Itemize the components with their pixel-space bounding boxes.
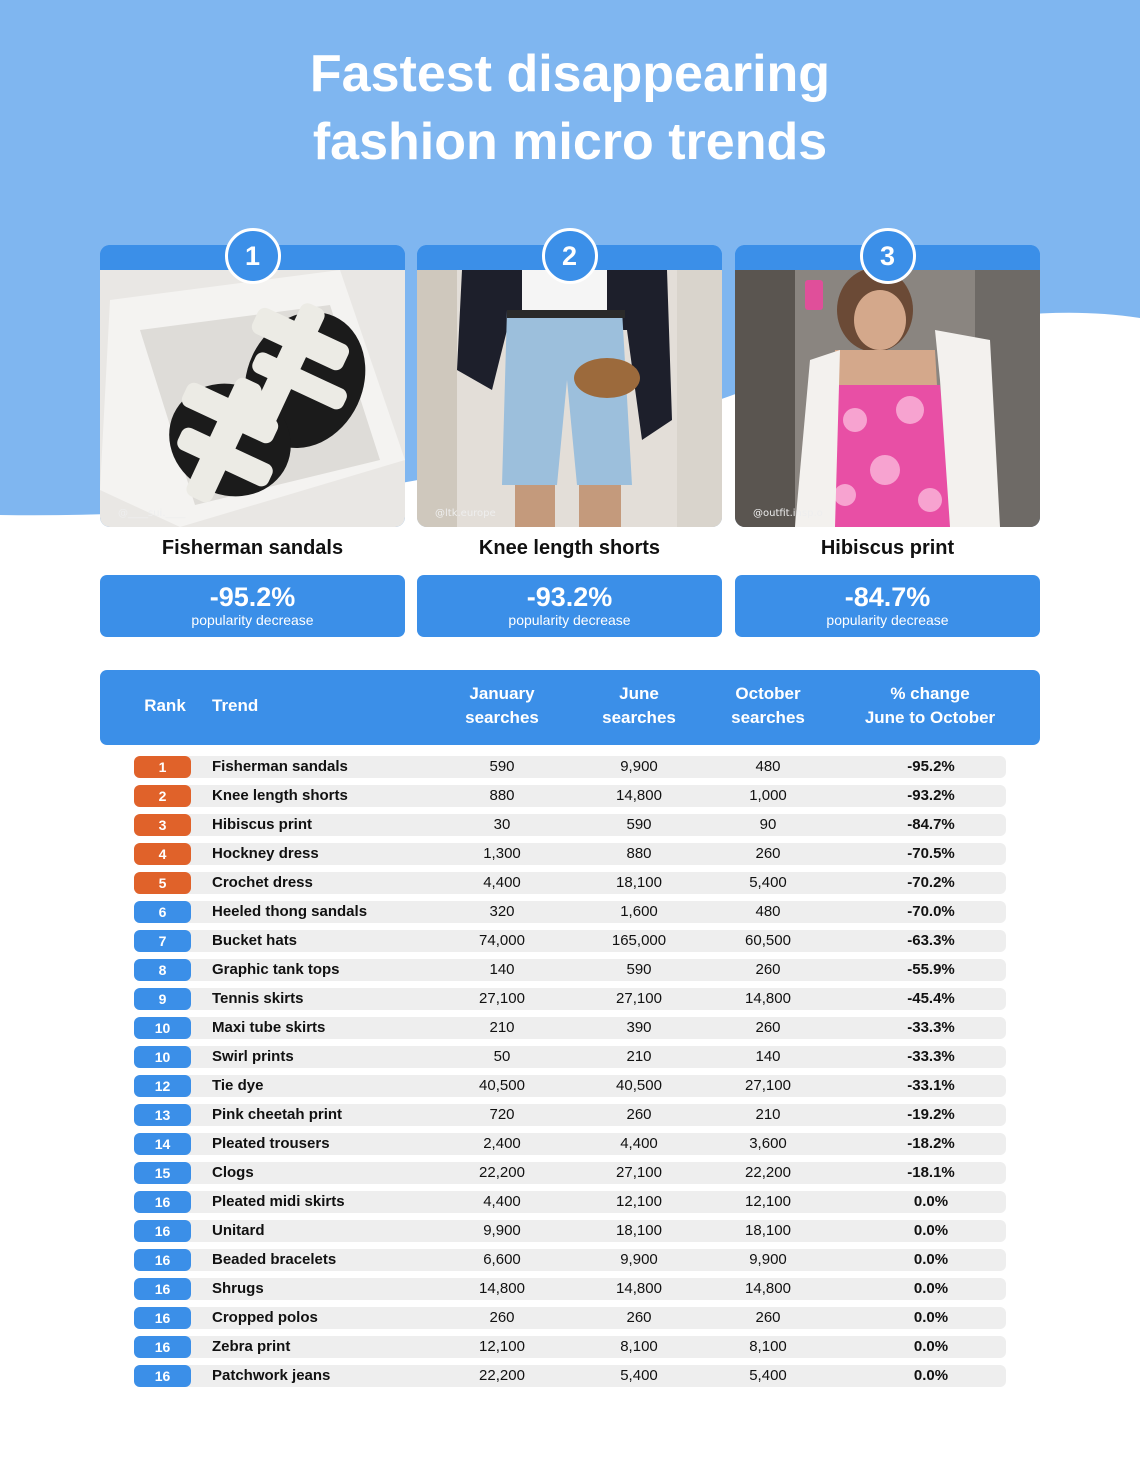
trend-name: Hibiscus print bbox=[820, 537, 955, 559]
table-row bbox=[134, 1104, 1006, 1126]
june-searches-cell: 14,800 bbox=[616, 787, 662, 804]
trend-name-cell: Unitard bbox=[212, 1222, 265, 1239]
january-searches-cell: 74,000 bbox=[479, 932, 525, 949]
trend-name-cell: Knee length shorts bbox=[212, 787, 348, 804]
trend-name-cell: Pleated midi skirts bbox=[212, 1193, 345, 1210]
percent-change-cell: -33.3% bbox=[907, 1019, 955, 1036]
percent-change-cell: -70.2% bbox=[907, 874, 955, 891]
rank-badge: 16 bbox=[134, 1365, 191, 1387]
january-searches-cell: 2,400 bbox=[483, 1135, 521, 1152]
rank-badge: 16 bbox=[134, 1191, 191, 1213]
percent-change-cell: 0.0% bbox=[913, 1222, 949, 1239]
trend-name-cell: Hockney dress bbox=[212, 845, 319, 862]
october-searches-cell: 5,400 bbox=[749, 1367, 787, 1384]
table-row bbox=[134, 1365, 1006, 1387]
percent-change-cell: -84.7% bbox=[907, 816, 955, 833]
trend-name: Fisherman sandals bbox=[161, 537, 344, 559]
trend-card-1 bbox=[100, 241, 405, 637]
title-line-2: fashion micro trends bbox=[312, 113, 828, 171]
june-searches-cell: 18,100 bbox=[616, 874, 662, 891]
trend-name-cell: Bucket hats bbox=[212, 932, 298, 949]
january-searches-cell: 9,900 bbox=[483, 1222, 521, 1239]
percent-change-cell: -33.3% bbox=[907, 1048, 955, 1065]
header-january: January searches bbox=[465, 684, 539, 727]
rank-badge: 13 bbox=[134, 1104, 191, 1126]
rank-badge: 3 bbox=[134, 814, 191, 836]
october-searches-cell: 260 bbox=[755, 1309, 781, 1326]
january-searches-cell: 260 bbox=[489, 1309, 515, 1326]
percent-change-cell: -55.9% bbox=[907, 961, 955, 978]
january-searches-cell: 14,800 bbox=[479, 1280, 525, 1297]
percent-change-cell: -70.0% bbox=[907, 903, 955, 920]
rank-badge: 10 bbox=[134, 1046, 191, 1068]
page-title bbox=[0, 40, 1140, 176]
june-searches-cell: 1,600 bbox=[620, 903, 658, 920]
june-searches-cell: 880 bbox=[626, 845, 652, 862]
rank-badge: 10 bbox=[134, 1017, 191, 1039]
table-row bbox=[134, 872, 1006, 894]
june-searches-cell: 590 bbox=[626, 816, 652, 833]
trend-name-cell: Fisherman sandals bbox=[212, 758, 348, 775]
january-searches-cell: 22,200 bbox=[479, 1164, 525, 1181]
table-row bbox=[134, 930, 1006, 952]
percent-change-cell: 0.0% bbox=[913, 1251, 949, 1268]
october-searches-cell: 14,800 bbox=[745, 1280, 791, 1297]
percent-change-cell: -93.2% bbox=[907, 787, 955, 804]
june-searches-cell: 9,900 bbox=[620, 1251, 658, 1268]
rank-badge: 2 bbox=[134, 785, 191, 807]
change-value: -93.2% bbox=[526, 582, 613, 612]
trend-name-cell: Patchwork jeans bbox=[212, 1367, 331, 1384]
rank-badge: 16 bbox=[134, 1220, 191, 1242]
june-searches-cell: 14,800 bbox=[616, 1280, 662, 1297]
rank-badge: 15 bbox=[134, 1162, 191, 1184]
trend-card-3 bbox=[735, 241, 1040, 637]
photo-credit: @outfit.insp.o bbox=[753, 508, 823, 519]
table-row bbox=[134, 1017, 1006, 1039]
october-searches-cell: 27,100 bbox=[745, 1077, 791, 1094]
october-searches-cell: 14,800 bbox=[745, 990, 791, 1007]
shorts-image bbox=[417, 270, 722, 527]
percent-change-cell: -45.4% bbox=[907, 990, 955, 1007]
rank-badge: 16 bbox=[134, 1249, 191, 1271]
trend-name-cell: Graphic tank tops bbox=[212, 961, 340, 978]
percent-change-cell: -33.1% bbox=[907, 1077, 955, 1094]
october-searches-cell: 5,400 bbox=[749, 874, 787, 891]
rank-badge: 16 bbox=[134, 1307, 191, 1329]
trend-name-cell: Crochet dress bbox=[212, 874, 313, 891]
june-searches-cell: 260 bbox=[626, 1106, 652, 1123]
table-row bbox=[134, 843, 1006, 865]
trend-name-cell: Zebra print bbox=[212, 1338, 291, 1355]
percent-change-cell: 0.0% bbox=[913, 1193, 949, 1210]
header-june: June searches bbox=[602, 684, 676, 727]
table-row bbox=[134, 1046, 1006, 1068]
trend-name-cell: Tie dye bbox=[212, 1077, 264, 1094]
trend-name-cell: Swirl prints bbox=[212, 1048, 294, 1065]
rank-badge: 16 bbox=[134, 1336, 191, 1358]
june-searches-cell: 210 bbox=[626, 1048, 652, 1065]
trend-photo-fisherman-sandals bbox=[100, 245, 405, 527]
table-row bbox=[134, 814, 1006, 836]
header-trend: Trend bbox=[212, 696, 259, 715]
january-searches-cell: 50 bbox=[493, 1048, 511, 1065]
october-searches-cell: 8,100 bbox=[749, 1338, 787, 1355]
trend-photo-hibiscus-print bbox=[735, 245, 1040, 527]
trend-name-cell: Pleated trousers bbox=[212, 1135, 330, 1152]
october-searches-cell: 260 bbox=[755, 845, 781, 862]
january-searches-cell: 4,400 bbox=[483, 874, 521, 891]
trend-name: Knee length shorts bbox=[478, 537, 661, 559]
trend-name-cell: Maxi tube skirts bbox=[212, 1019, 326, 1036]
rank-badge: 8 bbox=[134, 959, 191, 981]
october-searches-cell: 480 bbox=[755, 758, 781, 775]
january-searches-cell: 12,100 bbox=[479, 1338, 525, 1355]
june-searches-cell: 165,000 bbox=[611, 932, 667, 949]
june-searches-cell: 260 bbox=[626, 1309, 652, 1326]
change-value: -84.7% bbox=[844, 582, 931, 612]
table-row bbox=[134, 1336, 1006, 1358]
october-searches-cell: 90 bbox=[759, 816, 777, 833]
january-searches-cell: 6,600 bbox=[483, 1251, 521, 1268]
percent-change-cell: -18.1% bbox=[907, 1164, 955, 1181]
october-searches-cell: 3,600 bbox=[749, 1135, 787, 1152]
table-row bbox=[134, 785, 1006, 807]
january-searches-cell: 22,200 bbox=[479, 1367, 525, 1384]
january-searches-cell: 720 bbox=[489, 1106, 515, 1123]
rank-badge: 6 bbox=[134, 901, 191, 923]
june-searches-cell: 27,100 bbox=[616, 990, 662, 1007]
table-row bbox=[134, 1220, 1006, 1242]
table-row bbox=[134, 756, 1006, 778]
photo-credit: @ltk.europe bbox=[435, 508, 496, 519]
rank-badge: 12 bbox=[134, 1075, 191, 1097]
header-change: % change June to October bbox=[864, 684, 996, 727]
table-row bbox=[134, 1249, 1006, 1271]
trend-name-cell: Beaded bracelets bbox=[212, 1251, 337, 1268]
june-searches-cell: 12,100 bbox=[616, 1193, 662, 1210]
june-searches-cell: 8,100 bbox=[620, 1338, 658, 1355]
october-searches-cell: 22,200 bbox=[745, 1164, 791, 1181]
january-searches-cell: 320 bbox=[489, 903, 515, 920]
october-searches-cell: 18,100 bbox=[745, 1222, 791, 1239]
rank-badge: 7 bbox=[134, 930, 191, 952]
rank-badge: 2 bbox=[542, 228, 598, 284]
percent-change-cell: 0.0% bbox=[913, 1280, 949, 1297]
table-row bbox=[134, 959, 1006, 981]
header-october: October searches bbox=[731, 684, 805, 727]
october-searches-cell: 140 bbox=[755, 1048, 781, 1065]
june-searches-cell: 390 bbox=[626, 1019, 652, 1036]
trend-name-cell: Shrugs bbox=[212, 1280, 264, 1297]
october-searches-cell: 9,900 bbox=[749, 1251, 787, 1268]
percent-change-cell: -19.2% bbox=[907, 1106, 955, 1123]
table-row bbox=[134, 1075, 1006, 1097]
october-searches-cell: 260 bbox=[755, 961, 781, 978]
rank-badge: 14 bbox=[134, 1133, 191, 1155]
january-searches-cell: 4,400 bbox=[483, 1193, 521, 1210]
trend-photo-knee-length-shorts bbox=[417, 245, 722, 527]
popularity-stat bbox=[417, 575, 722, 637]
sandals-image bbox=[100, 270, 405, 527]
october-searches-cell: 1,000 bbox=[749, 787, 787, 804]
january-searches-cell: 30 bbox=[493, 816, 511, 833]
popularity-stat bbox=[735, 575, 1040, 637]
trend-name-cell: Cropped polos bbox=[212, 1309, 318, 1326]
percent-change-cell: -18.2% bbox=[907, 1135, 955, 1152]
january-searches-cell: 140 bbox=[489, 961, 515, 978]
trend-name-cell: Heeled thong sandals bbox=[212, 903, 368, 920]
october-searches-cell: 480 bbox=[755, 903, 781, 920]
trend-name-cell: Pink cheetah print bbox=[212, 1106, 343, 1123]
percent-change-cell: -70.5% bbox=[907, 845, 955, 862]
change-label: popularity decrease bbox=[508, 612, 631, 628]
january-searches-cell: 40,500 bbox=[479, 1077, 525, 1094]
june-searches-cell: 5,400 bbox=[620, 1367, 658, 1384]
percent-change-cell: -95.2% bbox=[907, 758, 955, 775]
june-searches-cell: 40,500 bbox=[616, 1077, 662, 1094]
percent-change-cell: 0.0% bbox=[913, 1367, 949, 1384]
january-searches-cell: 590 bbox=[489, 758, 515, 775]
june-searches-cell: 590 bbox=[626, 961, 652, 978]
table-header bbox=[100, 670, 1040, 745]
change-value: -95.2% bbox=[209, 582, 296, 612]
percent-change-cell: 0.0% bbox=[913, 1338, 949, 1355]
rank-badge: 1 bbox=[134, 756, 191, 778]
january-searches-cell: 27,100 bbox=[479, 990, 525, 1007]
january-searches-cell: 210 bbox=[489, 1019, 515, 1036]
october-searches-cell: 210 bbox=[755, 1106, 781, 1123]
title-line-1: Fastest disappearing bbox=[309, 45, 831, 103]
june-searches-cell: 4,400 bbox=[620, 1135, 658, 1152]
january-searches-cell: 1,300 bbox=[483, 845, 521, 862]
october-searches-cell: 60,500 bbox=[745, 932, 791, 949]
trend-name-cell: Hibiscus print bbox=[212, 816, 313, 833]
table-row bbox=[134, 1278, 1006, 1300]
percent-change-cell: -63.3% bbox=[907, 932, 955, 949]
header-rank: Rank bbox=[144, 696, 186, 715]
percent-change-cell: 0.0% bbox=[913, 1309, 949, 1326]
trend-name-cell: Tennis skirts bbox=[212, 990, 304, 1007]
rank-badge: 9 bbox=[134, 988, 191, 1010]
popularity-stat bbox=[100, 575, 405, 637]
table-row bbox=[134, 1133, 1006, 1155]
october-searches-cell: 12,100 bbox=[745, 1193, 791, 1210]
trend-card-2 bbox=[417, 241, 722, 637]
june-searches-cell: 27,100 bbox=[616, 1164, 662, 1181]
june-searches-cell: 18,100 bbox=[616, 1222, 662, 1239]
table-row bbox=[134, 1191, 1006, 1213]
table-row bbox=[134, 1307, 1006, 1329]
hibiscus-image bbox=[735, 270, 1040, 527]
table-row bbox=[134, 1162, 1006, 1184]
rank-badge: 4 bbox=[134, 843, 191, 865]
rank-badge: 5 bbox=[134, 872, 191, 894]
table-row bbox=[134, 901, 1006, 923]
photo-credit: @____sui.____ bbox=[118, 508, 186, 519]
october-searches-cell: 260 bbox=[755, 1019, 781, 1036]
rank-badge: 1 bbox=[225, 228, 281, 284]
rank-badge: 16 bbox=[134, 1278, 191, 1300]
january-searches-cell: 880 bbox=[489, 787, 515, 804]
rank-badge: 3 bbox=[860, 228, 916, 284]
june-searches-cell: 9,900 bbox=[620, 758, 658, 775]
change-label: popularity decrease bbox=[826, 612, 949, 628]
trend-name-cell: Clogs bbox=[212, 1164, 254, 1181]
change-label: popularity decrease bbox=[191, 612, 314, 628]
table-row bbox=[134, 988, 1006, 1010]
